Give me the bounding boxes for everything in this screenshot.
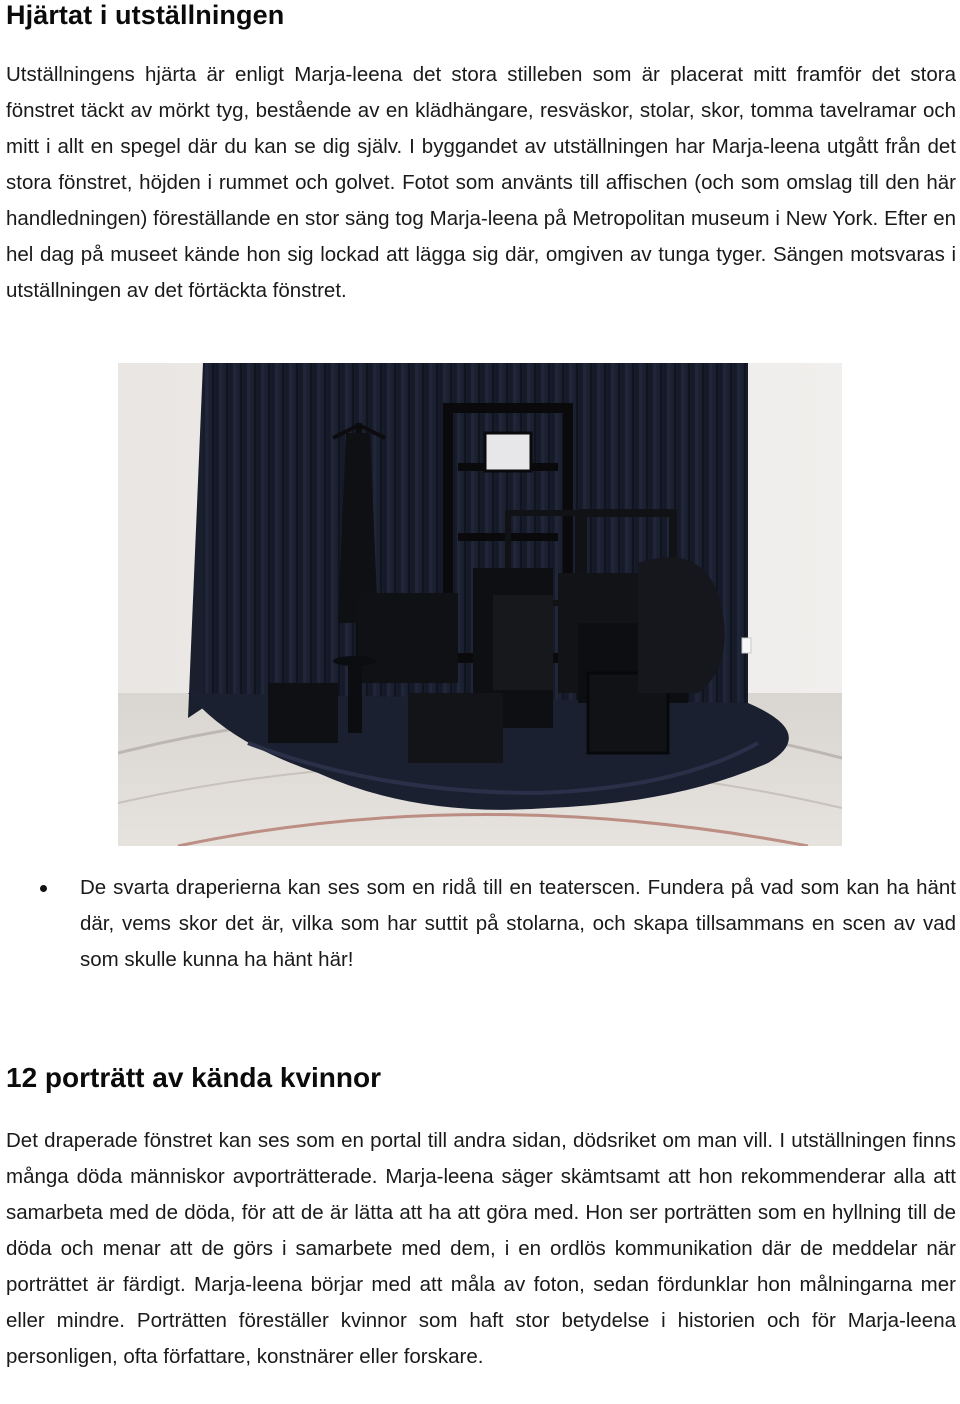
installation-photo [118, 363, 842, 846]
bullet-text: De svarta draperierna kan ses som en ridå till en teaterscen. Fundera på vad som kan ha hänt där, vems skor det är, vilka som har suttit på stolarna, och skapa tillsammans en scen av vad som skulle kunna ha hänt här! [80, 876, 956, 971]
section-heading-portraits: 12 porträtt av kända kvinnor [6, 1062, 382, 1093]
bullet-icon [40, 885, 47, 892]
bullet-list [0, 870, 960, 978]
section-heading-heart: Hjärtat i utställningen [6, 0, 285, 30]
section-paragraph-portraits: Det draperade fönstret kan ses som en portal till andra sidan, dödsriket om man vill. I utställningen finns många döda människor avporträtterade. Marja-leena säger skämtsamt att hon rekommenderar alla att samarbeta med de döda, för att de är lätta att ha att göra med. Hon ser porträtten som en hyllning till de döda och menar att de görs i samarbete med dem, i en ordlös kommunikation där de meddelar när porträttet är färdigt. Marja-leena börjar med att måla av foton, sedan fördunklar hon målningarna mer eller mindre. Porträtten föreställer kvinnor som haft stor betydelse i historien och för Marja-leena personligen, ofta författare, konstnärer eller forskare. [6, 1129, 956, 1368]
section-paragraph-heart: Utställningens hjärta är enligt Marja-leena det stora stilleben som är placerat mitt framför det stora fönstret täckt av mörkt tyg, bestående av en klädhängare, resväskor, stolar, skor, tomma tavelramar och mitt i allt en spegel där du kan se dig själv. I byggandet av utställningen har Marja-leena utgått från det stora fönstret, höjden i rummet och golvet. Fotot som använts till affischen (och som omslag till den här handledningen) föreställande en stor säng tog Marja-leena på Metropolitan museum i New York. Efter en hel dag på museet kände hon sig lockad att lägga sig där, omgiven av tunga tyger. Sängen motsvaras i utställningen av det förtäckta fönstret. [6, 63, 956, 302]
bullet-item [0, 870, 956, 978]
